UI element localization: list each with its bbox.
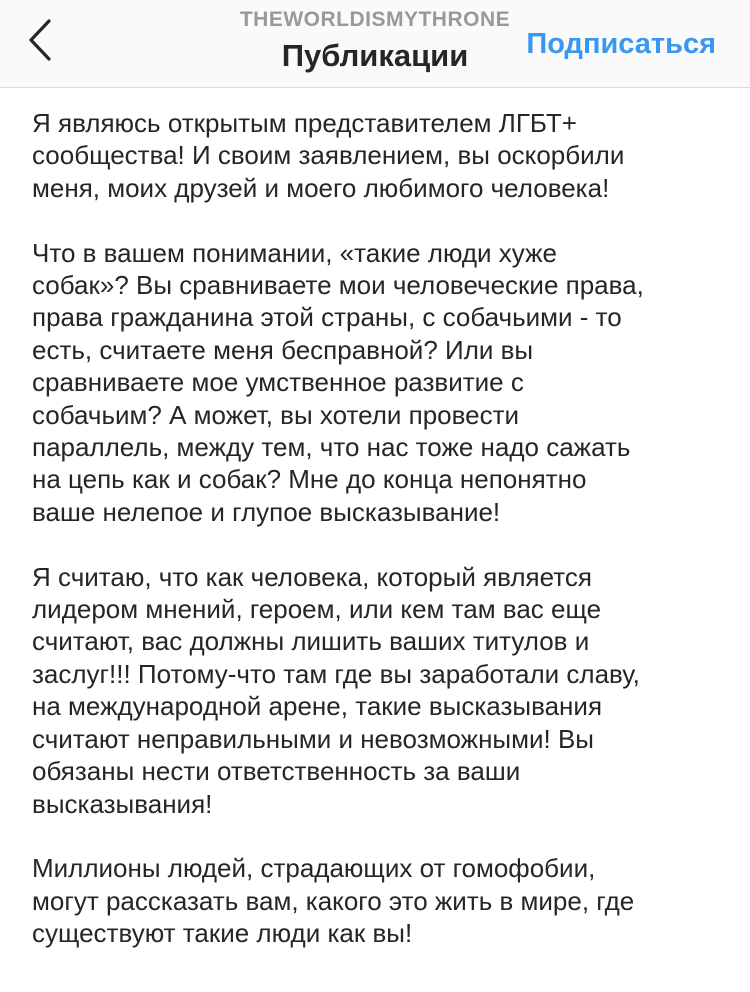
back-button[interactable] — [18, 16, 62, 64]
post-caption — [32, 107, 732, 982]
top-nav-bar — [0, 0, 750, 88]
account-username[interactable]: THEWORLDISMYTHRONE — [239, 8, 511, 31]
page-title: Публикации — [281, 38, 469, 73]
caption-paragraph-4: Миллионы людей, страдающих от гомофобии, могут рассказать вам, какого это жить в мире, где существуют такие люди как вы! — [32, 853, 635, 949]
caption-paragraph-1: Я являюсь открытым представителем ЛГБТ+ сообщества! И своим заявлением, вы оскорбили меня, моих друзей и моего любимого человека! — [32, 108, 625, 203]
caption-paragraph-2: Что в вашем понимании, «такие люди хуже собак»? Вы сравниваете мои человеческие права, права гражданина этой страны, с собачьими - то есть, считаете меня бесправной? Или вы сравниваете мое умственное развитие с собачьим? А может, вы хотели провести параллель, между тем, что нас тоже надо сажать на цепь как и собак? Мне до конца непонятно ваше нелепое и глупое высказывание! — [32, 237, 644, 527]
follow-button[interactable]: Подписаться — [526, 28, 716, 60]
chevron-left-icon — [28, 18, 52, 62]
caption-paragraph-3: Я считаю, что как человека, который является лидером мнений, героем, или кем там вас еще считают, вас должны лишить ваших титулов и заслуг!!! Потому-что там где вы заработали славу, на международной арене, такие высказывания считают неправильными и невозможными! Вы обязаны нести ответственность за ваши высказывания! — [32, 561, 640, 819]
